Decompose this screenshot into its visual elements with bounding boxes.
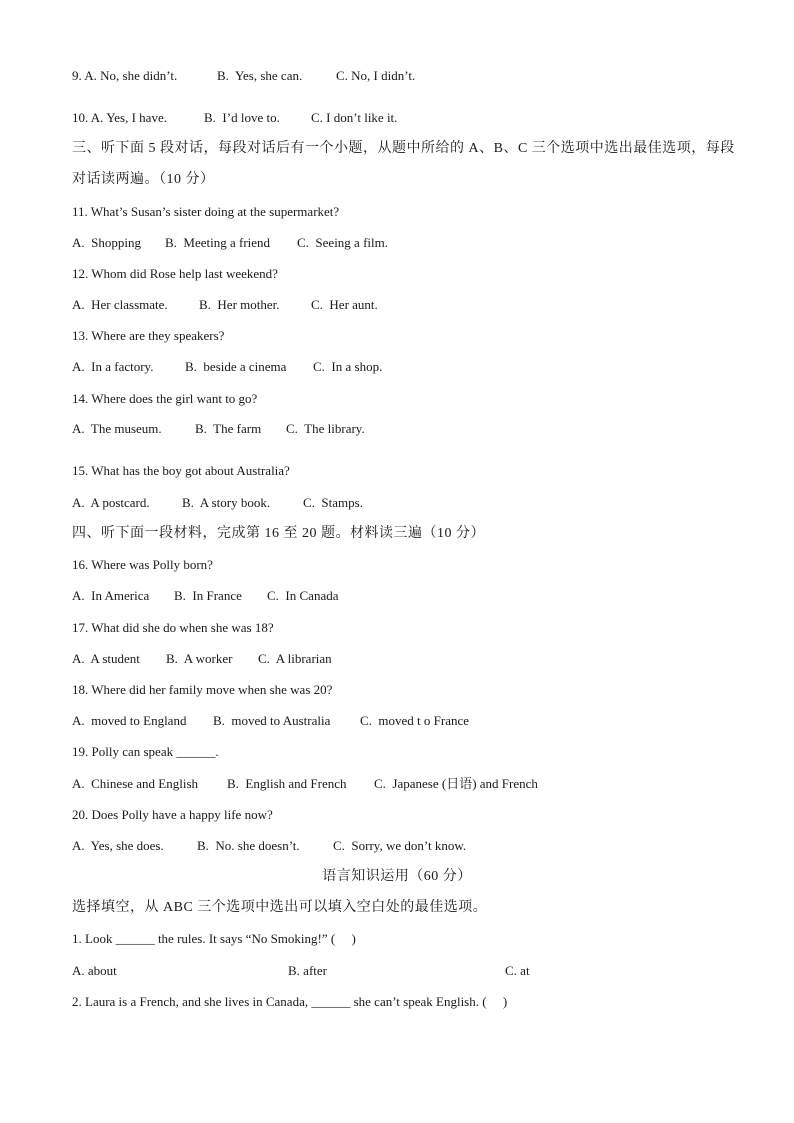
q13-question: 13. Where are they speakers? bbox=[72, 328, 225, 343]
lq1-option-a: A. about bbox=[72, 963, 117, 978]
q18-option-a: A. moved to England bbox=[72, 713, 187, 728]
q18-option-b: B. moved to Australia bbox=[213, 713, 331, 728]
q11-question: 11. What’s Susan’s sister doing at the supermarket? bbox=[72, 204, 340, 219]
lq1-option-b: B. after bbox=[288, 963, 327, 978]
q13-option-a: A. In a factory. bbox=[72, 359, 154, 374]
q19-option-a: A. Chinese and English bbox=[72, 776, 199, 791]
q20-question: 20. Does Polly have a happy life now? bbox=[72, 807, 273, 822]
q19-option-c: C. Japanese (日语) and French bbox=[374, 776, 538, 791]
q20-option-c: C. Sorry, we don’t know. bbox=[333, 838, 467, 853]
lq2-question: 2. Laura is a French, and she lives in Canada, ______ she can’t speak English. ( ) bbox=[72, 994, 508, 1009]
section3-heading-line2: 对话读两遍。（10 分） bbox=[72, 172, 215, 187]
q14-option-a: A. The museum. bbox=[72, 421, 162, 436]
lq1-option-c: C. at bbox=[505, 963, 530, 978]
q17-option-c: C. A librarian bbox=[258, 651, 332, 666]
section3-heading-line1: 三、听下面 5 段对话，每段对话后有一个小题，从题中所给的 A、B、C 三个选项中选出最佳选项，每段 bbox=[72, 141, 735, 156]
q12-question: 12. Whom did Rose help last weekend? bbox=[72, 266, 278, 281]
q19-option-b: B. English and French bbox=[227, 776, 347, 791]
q14-option-c: C. The library. bbox=[286, 421, 365, 436]
q11-option-b: B. Meeting a friend bbox=[165, 235, 271, 250]
q16-option-b: B. In France bbox=[174, 588, 242, 603]
q16-option-c: C. In Canada bbox=[267, 588, 339, 603]
q9-option-b: B. Yes, she can. bbox=[217, 68, 303, 83]
q20-option-b: B. No. she doesn’t. bbox=[197, 838, 300, 853]
q17-option-a: A. A student bbox=[72, 651, 140, 666]
language-section-instruction: 选择填空，从 ABC 三个选项中选出可以填入空白处的最佳选项。 bbox=[72, 900, 488, 915]
q12-option-a: A. Her classmate. bbox=[72, 297, 168, 312]
q9-option-c: C. No, I didn’t. bbox=[336, 68, 416, 83]
q15-question: 15. What has the boy got about Australia? bbox=[72, 463, 290, 478]
language-section-title: 语言知识运用（60 分） bbox=[322, 869, 472, 884]
q11-option-c: C. Seeing a film. bbox=[297, 235, 388, 250]
q15-option-c: C. Stamps. bbox=[303, 495, 363, 510]
section4-heading: 四、听下面一段材料，完成第 16 至 20 题。材料读三遍（10 分） bbox=[72, 526, 485, 541]
q18-option-c: C. moved t o France bbox=[360, 713, 470, 728]
q10-option-b: B. I’d love to. bbox=[204, 110, 280, 125]
q14-question: 14. Where does the girl want to go? bbox=[72, 391, 258, 406]
q15-option-a: A. A postcard. bbox=[72, 495, 150, 510]
q10-option-c: C. I don’t like it. bbox=[311, 110, 398, 125]
q13-option-c: C. In a shop. bbox=[313, 359, 383, 374]
lq1-question: 1. Look ______ the rules. It says “No Smoking!” ( ) bbox=[72, 931, 356, 946]
q19-question: 19. Polly can speak ______. bbox=[72, 744, 219, 759]
q18-question: 18. Where did her family move when she was 20? bbox=[72, 682, 333, 697]
q9-option-a: 9. A. No, she didn’t. bbox=[72, 68, 178, 83]
q17-option-b: B. A worker bbox=[166, 651, 233, 666]
q10-option-a: 10. A. Yes, I have. bbox=[72, 110, 167, 125]
q14-option-b: B. The farm bbox=[195, 421, 262, 436]
q16-option-a: A. In America bbox=[72, 588, 150, 603]
q16-question: 16. Where was Polly born? bbox=[72, 557, 213, 572]
q12-option-c: C. Her aunt. bbox=[311, 297, 378, 312]
q17-question: 17. What did she do when she was 18? bbox=[72, 620, 274, 635]
q15-option-b: B. A story book. bbox=[182, 495, 271, 510]
q20-option-a: A. Yes, she does. bbox=[72, 838, 164, 853]
q13-option-b: B. beside a cinema bbox=[185, 359, 287, 374]
q11-option-a: A. Shopping bbox=[72, 235, 141, 250]
q12-option-b: B. Her mother. bbox=[199, 297, 280, 312]
